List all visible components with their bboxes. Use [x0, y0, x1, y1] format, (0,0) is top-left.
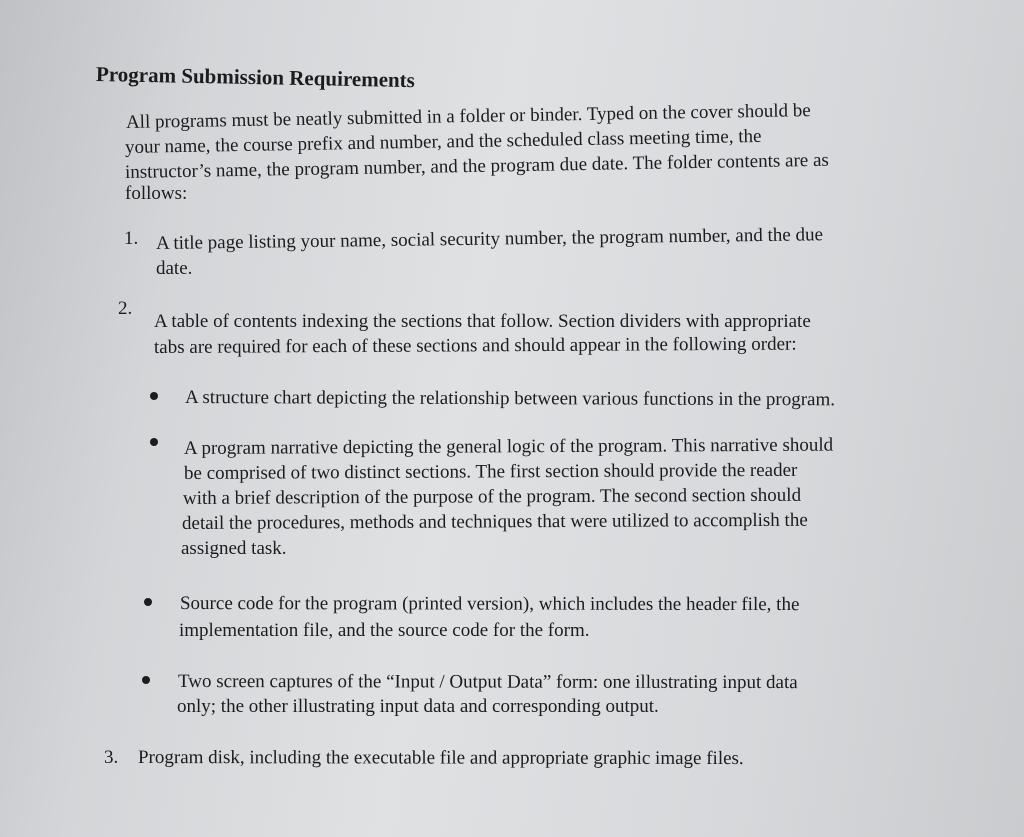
bullet-dot: [144, 598, 152, 606]
bullet-line: with a brief description of the purpose of the program. The second section should: [182, 484, 802, 509]
bullet-dot: [150, 392, 158, 400]
list-item-number: 3.: [104, 747, 119, 768]
list-item-number: 2.: [118, 298, 133, 319]
intro-line: your name, the course prefix and number, and the scheduled class meeting time, the: [124, 125, 762, 158]
bullet-line: be comprised of two distinct sections. The first section should provide the reader: [183, 459, 798, 484]
bullet-line: implementation file, and the source code for the form.: [179, 620, 590, 641]
bullet-line: A program narrative depicting the general logic of the program. This narrative should: [183, 434, 834, 459]
page-title: Program Submission Requirements: [95, 62, 416, 93]
list-item-line: date.: [156, 258, 193, 279]
list-item-line: A table of contents indexing the sections that follow. Section dividers with appropriate: [154, 311, 811, 332]
bullet-line: assigned task.: [181, 538, 287, 559]
bullet-line: Source code for the program (printed version), which includes the header file, the: [179, 593, 800, 616]
bullet-dot: [142, 676, 150, 684]
bullet-line: detail the procedures, methods and techniques that were utilized to accomplish the: [181, 509, 808, 534]
bullet-line: Two screen captures of the “Input / Output Data” form: one illustrating input data: [177, 671, 798, 694]
bullet-line: only; the other illustrating input data and corresponding output.: [177, 696, 659, 717]
list-item-line: tabs are required for each of these sections and should appear in the following order:: [153, 333, 797, 358]
list-item-line: Program disk, including the executable file and appropriate graphic image files.: [137, 747, 744, 770]
list-item-line: A title page listing your name, social security number, the program number, and the due: [155, 224, 824, 254]
intro-line: instructor’s name, the program number, and the program due date. The folder contents are as: [124, 149, 830, 183]
bullet-line: A structure chart depicting the relationship between various functions in the program.: [184, 387, 836, 411]
bullet-dot: [150, 438, 158, 446]
intro-line: All programs must be neatly submitted in a folder or binder. Typed on the cover should be: [125, 100, 811, 133]
intro-line: follows:: [125, 183, 188, 204]
list-item-number: 1.: [124, 228, 139, 249]
